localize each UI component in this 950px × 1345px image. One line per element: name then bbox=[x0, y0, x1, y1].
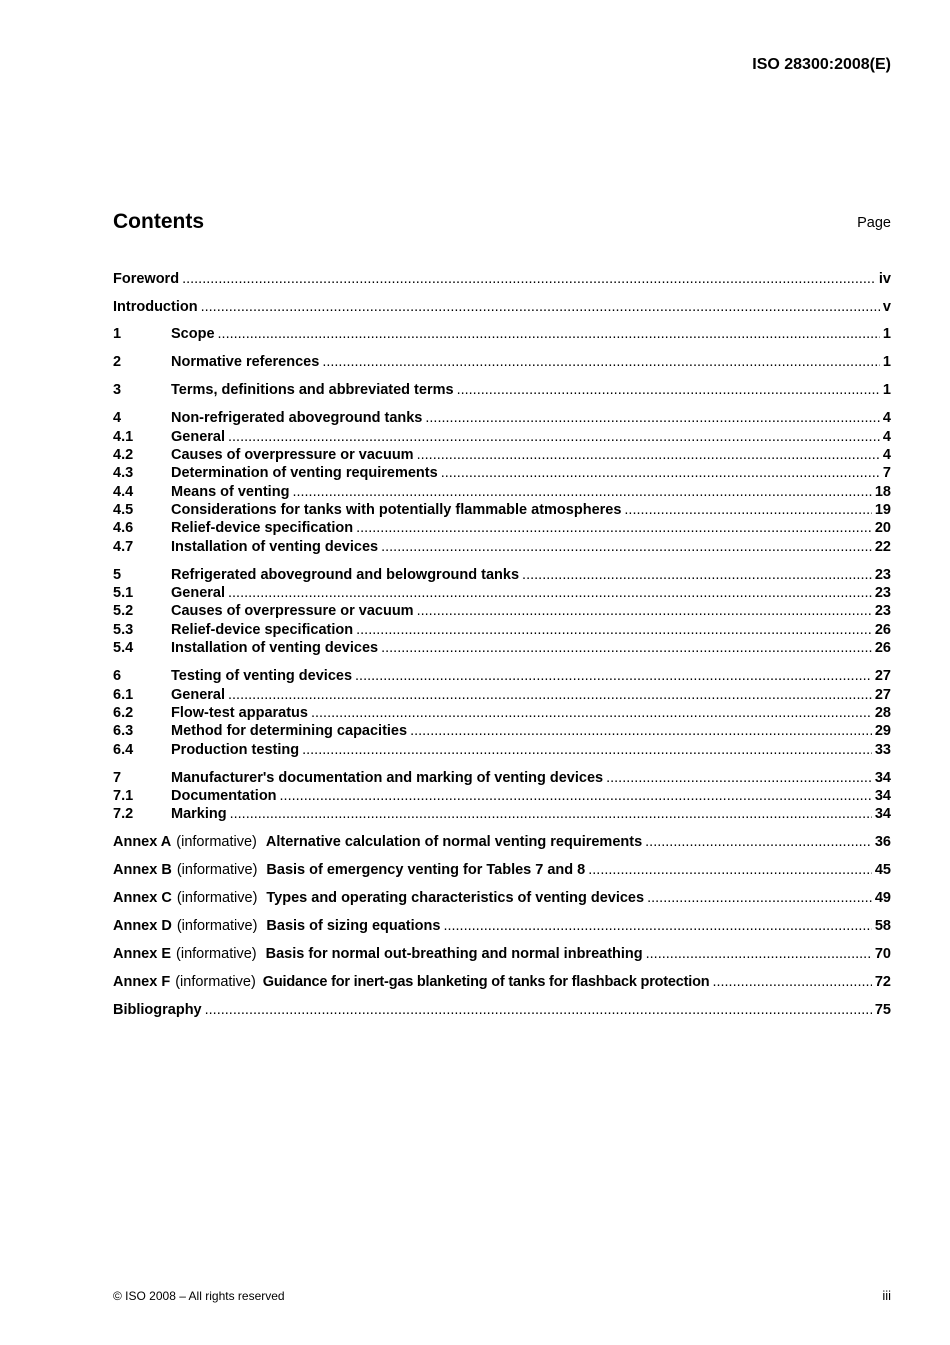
section-number: 4.1 bbox=[113, 429, 134, 445]
toc-entry-title: Refrigerated aboveground and belowground tanks bbox=[171, 567, 520, 583]
toc-entry-introduction[interactable] bbox=[113, 298, 891, 316]
toc-entry-subsection[interactable] bbox=[113, 805, 891, 823]
toc-entry-subsection[interactable] bbox=[113, 704, 891, 722]
dot-leader bbox=[356, 621, 872, 639]
toc-entry-subsection[interactable] bbox=[113, 501, 891, 519]
toc-entry-page: 72 bbox=[874, 974, 891, 990]
toc-entry-page: iv bbox=[878, 271, 891, 287]
dot-leader bbox=[417, 602, 872, 620]
dot-leader bbox=[311, 704, 872, 722]
dot-leader bbox=[646, 945, 872, 963]
toc-entry-subsection[interactable] bbox=[113, 519, 891, 537]
dot-leader bbox=[522, 566, 872, 584]
toc-entry-title: Alternative calculation of normal venting requirements bbox=[265, 834, 643, 850]
toc-entry-page: 34 bbox=[874, 770, 891, 786]
section-number: 5 bbox=[113, 567, 122, 583]
toc-entry-title: Determination of venting requirements bbox=[171, 465, 438, 481]
toc-entry-title: Flow-test apparatus bbox=[171, 705, 308, 721]
section-number: 6.1 bbox=[113, 687, 134, 703]
dot-leader bbox=[322, 353, 880, 371]
toc-entry-title: Introduction bbox=[113, 299, 198, 315]
toc-entry-title: Foreword bbox=[113, 271, 180, 287]
toc-entry-title: Basis of emergency venting for Tables 7 and 8 bbox=[266, 862, 586, 878]
dot-leader bbox=[647, 889, 872, 907]
section-number: 7 bbox=[113, 770, 122, 786]
toc-entry-title: Relief-device specification bbox=[171, 520, 354, 536]
section-number: 1 bbox=[113, 326, 122, 342]
toc-entry-page: 23 bbox=[874, 567, 891, 583]
section-number: 4.3 bbox=[113, 465, 134, 481]
toc-entry-subsection[interactable] bbox=[113, 686, 891, 704]
dot-leader bbox=[624, 501, 871, 519]
toc-entry-page: 58 bbox=[874, 918, 891, 934]
annex-type: (informative) bbox=[176, 862, 258, 878]
toc-entry-page: v bbox=[882, 299, 891, 315]
page-title: Contents bbox=[113, 210, 204, 233]
toc-entry-annex[interactable] bbox=[113, 833, 891, 851]
toc-entry-foreword[interactable] bbox=[113, 270, 891, 288]
toc-entry-page: 70 bbox=[874, 946, 891, 962]
dot-leader bbox=[218, 325, 880, 343]
dot-leader bbox=[292, 483, 871, 501]
dot-leader bbox=[381, 538, 872, 556]
toc-entry-section[interactable] bbox=[113, 566, 891, 584]
toc-entry-title: Scope bbox=[171, 326, 215, 342]
toc-entry-title: Production testing bbox=[171, 742, 300, 758]
toc-entry-section[interactable] bbox=[113, 325, 891, 343]
dot-leader bbox=[228, 584, 872, 602]
annex-label: Annex B bbox=[113, 862, 172, 878]
toc-entry-page: 26 bbox=[874, 640, 891, 656]
section-number: 5.4 bbox=[113, 640, 134, 656]
toc-entry-title: Causes of overpressure or vacuum bbox=[171, 447, 414, 463]
toc-entry-subsection[interactable] bbox=[113, 722, 891, 740]
toc-entry-annex[interactable] bbox=[113, 861, 891, 879]
toc-entry-subsection[interactable] bbox=[113, 621, 891, 639]
dot-leader bbox=[302, 741, 872, 759]
toc-entry-page: 19 bbox=[874, 502, 891, 518]
annex-type: (informative) bbox=[176, 890, 258, 906]
dot-leader bbox=[201, 298, 880, 316]
dot-leader bbox=[355, 667, 872, 685]
section-number: 2 bbox=[113, 354, 122, 370]
toc-entry-title: Considerations for tanks with potentially flammable atmospheres bbox=[171, 502, 622, 518]
dot-leader bbox=[712, 973, 871, 991]
section-number: 6.2 bbox=[113, 705, 134, 721]
toc-entry-page: 49 bbox=[874, 890, 891, 906]
toc-entry-page: 23 bbox=[874, 585, 891, 601]
annex-label: Annex C bbox=[113, 890, 172, 906]
toc-entry-title: Documentation bbox=[171, 788, 277, 804]
annex-label: Annex D bbox=[113, 918, 172, 934]
toc-entry-page: 34 bbox=[874, 806, 891, 822]
toc-entry-annex[interactable] bbox=[113, 889, 891, 907]
toc-entry-page: 4 bbox=[882, 447, 891, 463]
copyright-notice: © ISO 2008 – All rights reserved bbox=[113, 1289, 285, 1303]
toc-entry-page: 1 bbox=[882, 382, 891, 398]
dot-leader bbox=[606, 769, 872, 787]
toc-entry-page: 36 bbox=[874, 834, 891, 850]
section-number: 4.6 bbox=[113, 520, 134, 536]
dot-leader bbox=[228, 428, 880, 446]
toc-entry-title: Relief-device specification bbox=[171, 622, 354, 638]
toc-entry-page: 20 bbox=[874, 520, 891, 536]
toc-entry-section[interactable] bbox=[113, 769, 891, 787]
toc-entry-page: 29 bbox=[874, 723, 891, 739]
toc-entry-page: 27 bbox=[874, 668, 891, 684]
toc-entry-subsection[interactable] bbox=[113, 741, 891, 759]
toc-entry-title: Basis for normal out-breathing and normal inbreathing bbox=[265, 946, 643, 962]
section-number: 6.4 bbox=[113, 742, 134, 758]
toc-entry-title: Marking bbox=[171, 806, 227, 822]
section-number: 5.1 bbox=[113, 585, 134, 601]
toc-entry-title: Basis of sizing equations bbox=[266, 918, 441, 934]
dot-leader bbox=[425, 409, 880, 427]
toc-entry-title: Normative references bbox=[171, 354, 320, 370]
section-number: 7.2 bbox=[113, 806, 134, 822]
toc-entry-page: 34 bbox=[874, 788, 891, 804]
page-column-label: Page bbox=[857, 215, 891, 231]
toc-entry-title: Means of venting bbox=[171, 484, 290, 500]
toc-entry-title: Terms, definitions and abbreviated terms bbox=[171, 382, 454, 398]
dot-leader bbox=[280, 787, 872, 805]
toc-entry-page: 7 bbox=[882, 465, 891, 481]
toc-entry-subsection[interactable] bbox=[113, 538, 891, 556]
toc-entry-title: Manufacturer's documentation and marking of venting devices bbox=[171, 770, 604, 786]
section-number: 6.3 bbox=[113, 723, 134, 739]
annex-label: Annex F bbox=[113, 974, 171, 990]
section-number: 4.4 bbox=[113, 484, 134, 500]
dot-leader bbox=[457, 381, 880, 399]
section-number: 5.3 bbox=[113, 622, 134, 638]
toc-entry-page: 75 bbox=[874, 1002, 891, 1018]
section-number: 4.2 bbox=[113, 447, 134, 463]
toc-entry-page: 28 bbox=[874, 705, 891, 721]
annex-type: (informative) bbox=[176, 946, 257, 962]
annex-type: (informative) bbox=[176, 834, 257, 850]
toc-entry-title: Causes of overpressure or vacuum bbox=[171, 603, 414, 619]
section-number: 3 bbox=[113, 382, 122, 398]
toc-entry-page: 27 bbox=[874, 687, 891, 703]
section-number: 5.2 bbox=[113, 603, 134, 619]
document-id: ISO 28300:2008(E) bbox=[752, 56, 891, 73]
page-number: iii bbox=[882, 1288, 891, 1303]
toc-entry-page: 1 bbox=[882, 326, 891, 342]
toc-entry-title: Guidance for inert-gas blanketing of tanks for flashback protection bbox=[262, 974, 710, 990]
toc-entry-title: General bbox=[171, 429, 225, 445]
toc-entry-title: General bbox=[171, 687, 225, 703]
section-number: 4.5 bbox=[113, 502, 134, 518]
toc-entry-bibliography[interactable] bbox=[113, 1001, 891, 1019]
toc-entry-annex[interactable] bbox=[113, 917, 891, 935]
toc-entry-page: 22 bbox=[874, 539, 891, 555]
toc-entry-title: Bibliography bbox=[113, 1002, 202, 1018]
dot-leader bbox=[443, 917, 871, 935]
toc-entry-annex[interactable] bbox=[113, 945, 891, 963]
section-number: 7.1 bbox=[113, 788, 134, 804]
toc-entry-subsection[interactable] bbox=[113, 584, 891, 602]
toc-entry-page: 4 bbox=[882, 429, 891, 445]
toc-entry-page: 23 bbox=[874, 603, 891, 619]
dot-leader bbox=[410, 722, 872, 740]
dot-leader bbox=[182, 270, 876, 288]
toc-entry-section[interactable] bbox=[113, 409, 891, 427]
toc-entry-title: Installation of venting devices bbox=[171, 640, 379, 656]
toc-entry-page: 18 bbox=[874, 484, 891, 500]
toc-entry-page: 45 bbox=[874, 862, 891, 878]
toc-entry-subsection[interactable] bbox=[113, 602, 891, 620]
toc-entry-page: 26 bbox=[874, 622, 891, 638]
annex-label: Annex A bbox=[113, 834, 172, 850]
toc-entry-page: 33 bbox=[874, 742, 891, 758]
dot-leader bbox=[356, 519, 872, 537]
annex-type: (informative) bbox=[175, 974, 256, 990]
toc-entry-title: Installation of venting devices bbox=[171, 539, 379, 555]
dot-leader bbox=[381, 639, 872, 657]
dot-leader bbox=[205, 1001, 872, 1019]
toc-entry-subsection[interactable] bbox=[113, 787, 891, 805]
section-number: 6 bbox=[113, 668, 122, 684]
toc-entry-section[interactable] bbox=[113, 353, 891, 371]
section-number: 4.7 bbox=[113, 539, 134, 555]
toc-entry-title: Non-refrigerated aboveground tanks bbox=[171, 410, 423, 426]
toc-entry-subsection[interactable] bbox=[113, 446, 891, 464]
toc-entry-title: Types and operating characteristics of venting devices bbox=[266, 890, 645, 906]
toc-entry-title: General bbox=[171, 585, 225, 601]
dot-leader bbox=[645, 833, 872, 851]
annex-type: (informative) bbox=[176, 918, 258, 934]
toc-entry-subsection[interactable] bbox=[113, 464, 891, 482]
toc-entry-annex[interactable] bbox=[113, 973, 891, 991]
toc-entry-subsection[interactable] bbox=[113, 428, 891, 446]
toc-entry-subsection[interactable] bbox=[113, 483, 891, 501]
toc-entry-section[interactable] bbox=[113, 667, 891, 685]
toc-entry-page: 1 bbox=[882, 354, 891, 370]
annex-label: Annex E bbox=[113, 946, 172, 962]
dot-leader bbox=[230, 805, 872, 823]
toc-entry-page: 4 bbox=[882, 410, 891, 426]
dot-leader bbox=[417, 446, 880, 464]
dot-leader bbox=[588, 861, 872, 879]
dot-leader bbox=[228, 686, 872, 704]
toc-entry-title: Method for determining capacities bbox=[171, 723, 408, 739]
toc-entry-section[interactable] bbox=[113, 381, 891, 399]
dot-leader bbox=[441, 464, 880, 482]
toc-entry-title: Testing of venting devices bbox=[171, 668, 353, 684]
toc-entry-subsection[interactable] bbox=[113, 639, 891, 657]
section-number: 4 bbox=[113, 410, 122, 426]
